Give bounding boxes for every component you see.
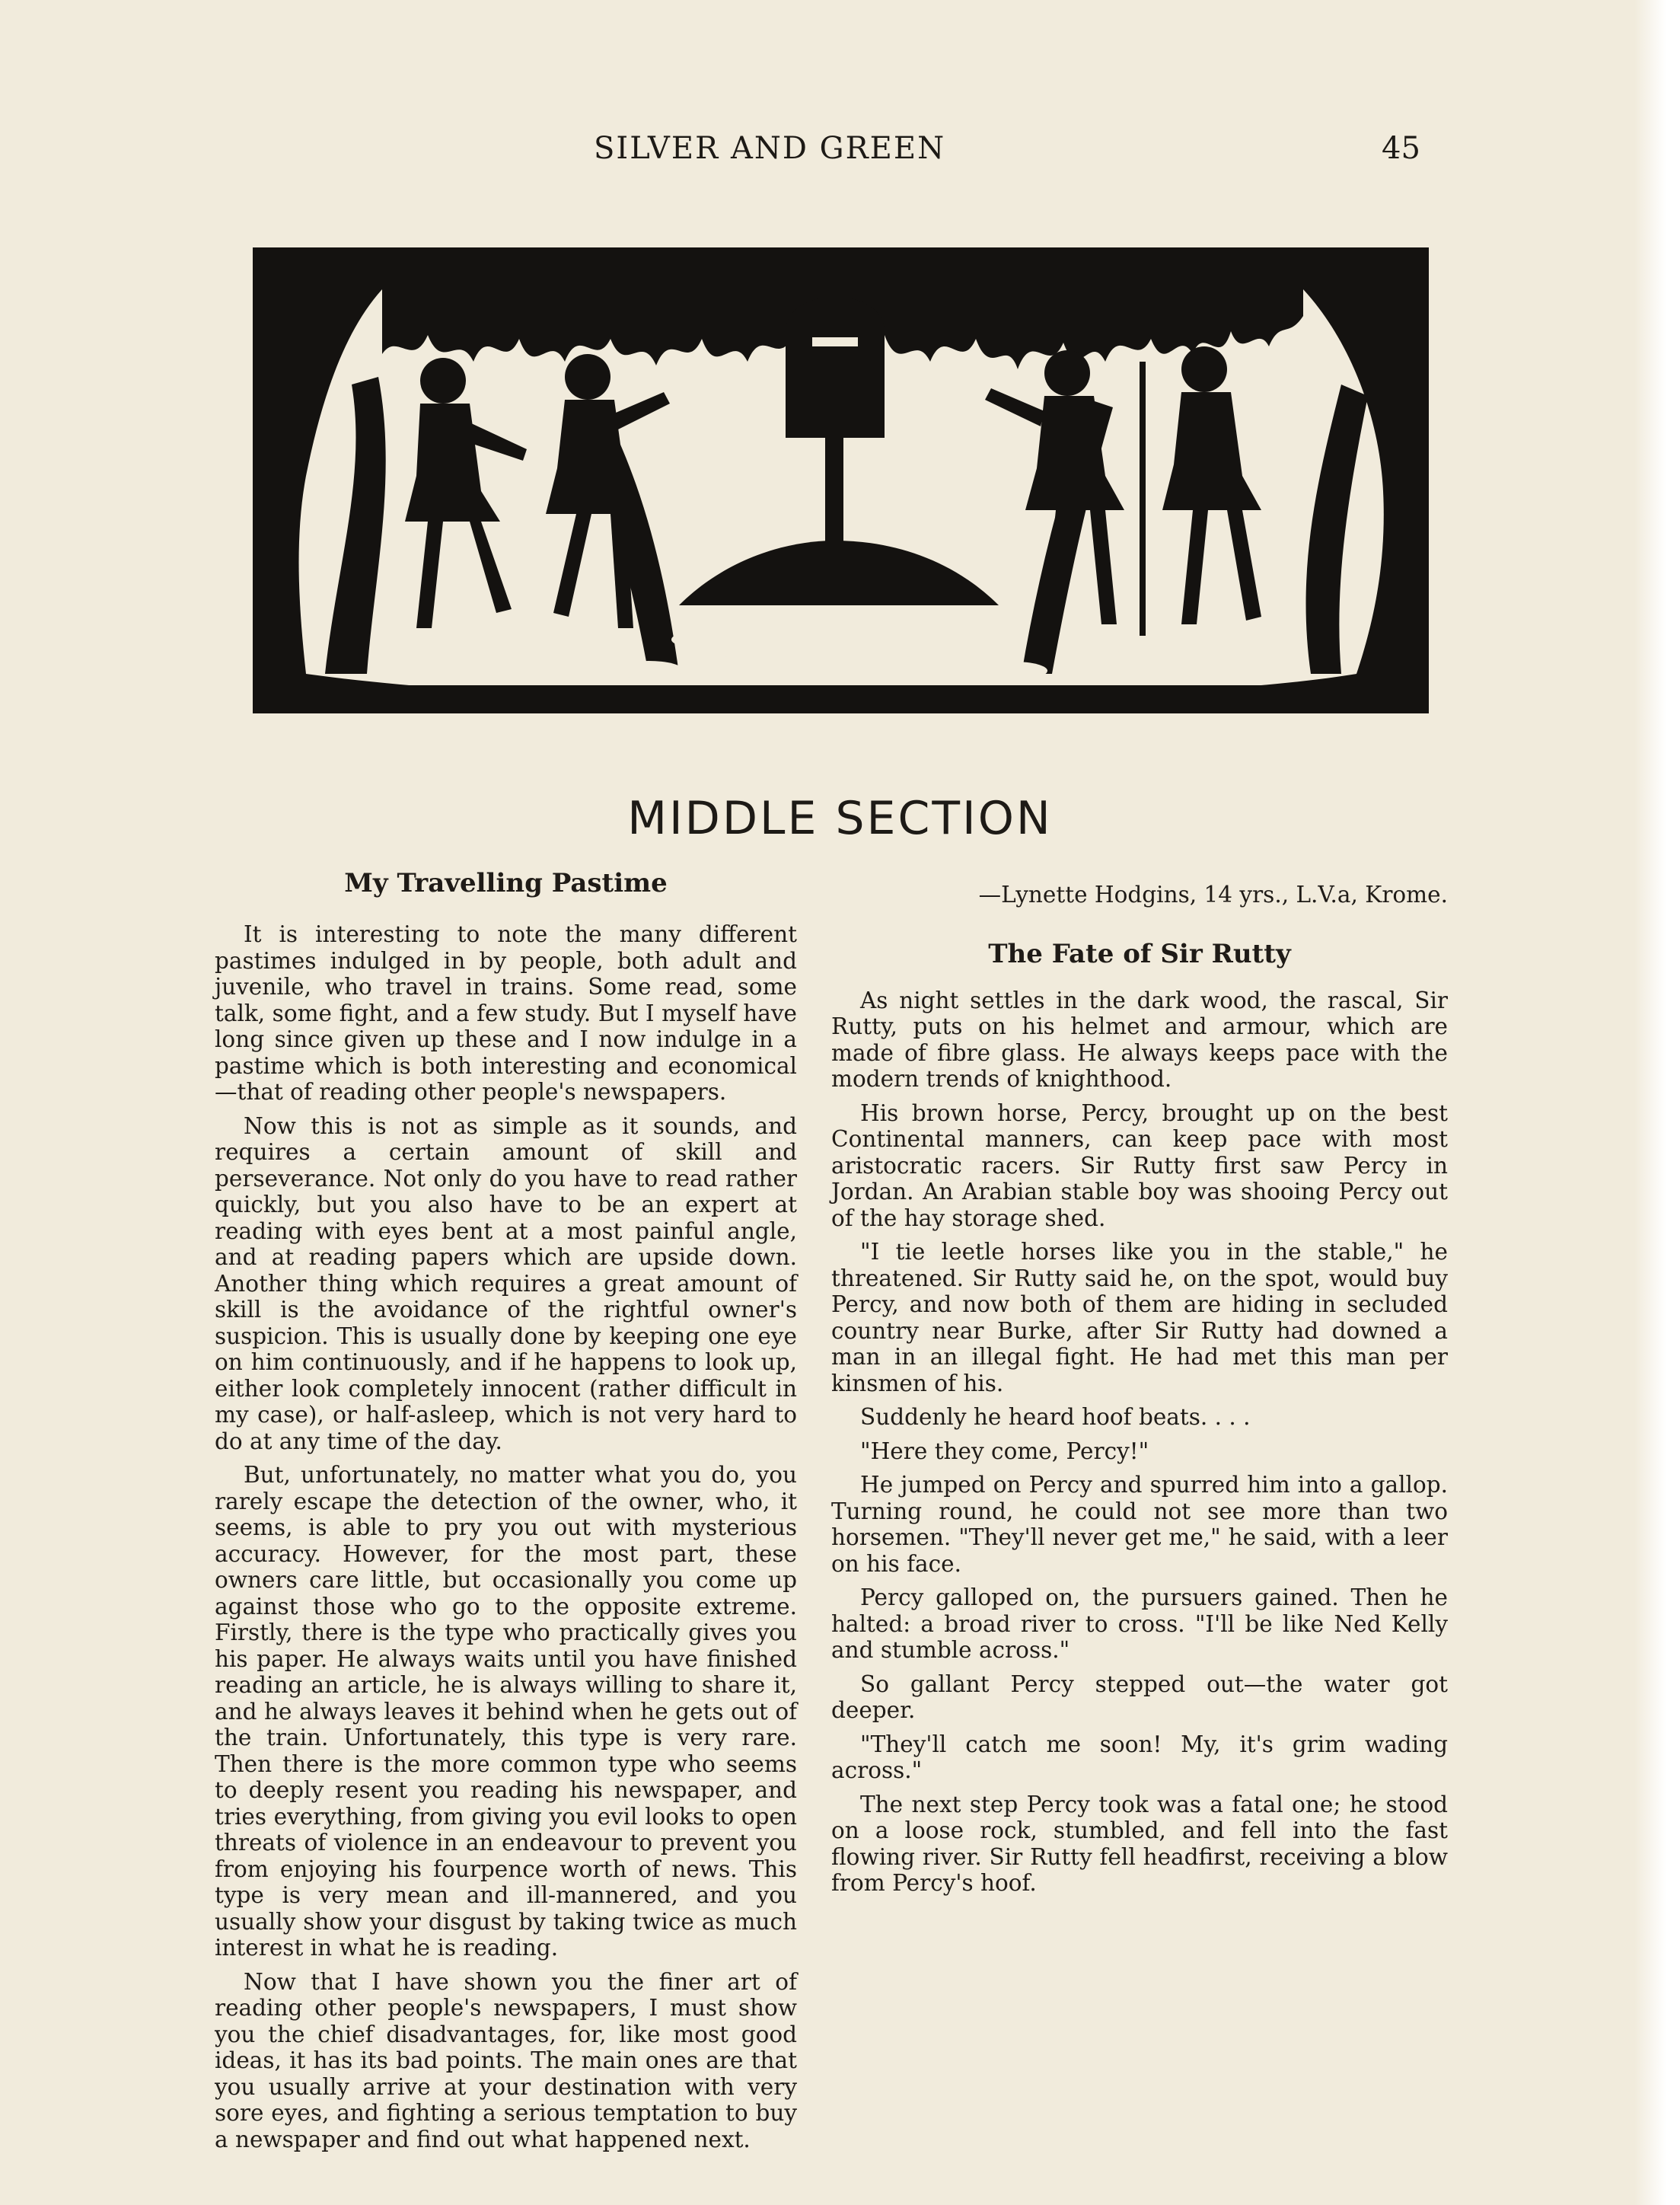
- paragraph: "Here they come, Percy!": [860, 1438, 1149, 1464]
- byline: —Lynette Hodgins, 14 yrs., L.V.a, Krome.: [978, 882, 1448, 908]
- paragraph: He jumped on Percy and spurred him into a gallop. Turning round, he could not see more than two horsemen. "They'll never get me," he said, with a leer on his face.: [831, 1472, 1448, 1577]
- paragraph: Now this is not as simple as it sounds, and requires a certain amount of skill and perseverance. Not only do you have to read rather quickly, but you also have to be an expert at reading with eyes bent at a most painful angle, and at reading papers which are upside down. Another thing which requires a great amount of skill is the avoidance of the rightful owner's suspicion. This is usually done by keeping one eye on him continuously, and if he happens to look up, either look completely innocent (rather difficult in my case), or half-asleep, which is not very hard to do at any time of the day.: [215, 1112, 797, 1454]
- paragraph: Suddenly he heard hoof beats. . . .: [860, 1404, 1251, 1430]
- page-number: 45: [1382, 131, 1420, 166]
- article-title: The Fate of Sir Rutty: [988, 938, 1291, 969]
- column-left: [215, 868, 797, 2160]
- paragraph: But, unfortunately, no matter what you do, you rarely escape the detection of the owner, who, it seems, is able to pry you out with mysterious accuracy. However, for the most part, these owners care little, but occasionally you come up against those who go to the opposite extreme. Firstly, there is the type who practically gives you his paper. He always waits until you have finished reading an article, he is always willing to share it, and he always leaves it behind when he gets out of the train. Unfortunately, this type is very rare. Then there is the more common type who seems to deeply resent you reading his newspaper, and tries everything, from giving you evil looks to open threats of violence in an endeavour to prevent you from enjoying his fourpence worth of news. This type is very mean and ill-mannered, and you usually show your disgust by taking twice as much interest in what he is reading.: [215, 1462, 797, 1961]
- paragraph: "I tie leetle horses like you in the stable," he threatened. Sir Rutty said he, on the spot, would buy Percy, and now both of them are hiding in secluded country near Burke, after Sir Rutty had downed a man in an illegal fight. He had met this man per kinsmen of his.: [831, 1239, 1448, 1396]
- section-title: MIDDLE SECTION: [627, 792, 1053, 845]
- paragraph: As night settles in the dark wood, the rascal, Sir Rutty, puts on his helmet and armour, which are made of fibre glass. He always keeps pace with the modern trends of knighthood.: [831, 987, 1448, 1092]
- mailbox: [786, 297, 885, 438]
- paragraph: So gallant Percy stepped out—the water got deeper.: [831, 1671, 1448, 1723]
- paragraph: "They'll catch me soon! My, it's grim wading across.": [831, 1731, 1448, 1783]
- paragraph: It is interesting to note the many different pastimes indulged in by people, both adult and juvenile, who travel in trains. Some read, some talk, some fight, and a few study. But I myself have long since given up these and I now indulge in a pastime which is both interesting and economical—that of reading other people's newspapers.: [215, 921, 797, 1105]
- paragraph: His brown horse, Percy, brought up on the best Continental manners, can keep pace with most aristocratic racers. Sir Rutty first saw Percy in Jordan. An Arabian stable boy was shooing Percy out of the hay storage shed.: [831, 1099, 1448, 1231]
- running-head: SILVER AND GREEN: [594, 131, 946, 166]
- paragraph: The next step Percy took was a fatal one; he stood on a loose rock, stumbled, and fell into the fast flowing river. Sir Rutty fell headfirst, receiving a blow from Percy's hoof.: [831, 1791, 1448, 1896]
- silhouette-illustration: [253, 247, 1429, 713]
- paragraph: Now that I have shown you the finer art of reading other people's newspapers, I must show you the chief disadvantages, for, like most good ideas, it has its bad points. The main ones are that you usually arrive at your destination with very sore eyes, and fighting a serious temptation to buy a newspaper and find out what happened next.: [215, 1968, 797, 2152]
- article-title: My Travelling Pastime: [344, 868, 668, 898]
- column-right: [831, 876, 1448, 1904]
- paragraph: Percy galloped on, the pursuers gained. Then he halted: a broad river to cross. "I'll be like Ned Kelly and stumble across.": [831, 1584, 1448, 1663]
